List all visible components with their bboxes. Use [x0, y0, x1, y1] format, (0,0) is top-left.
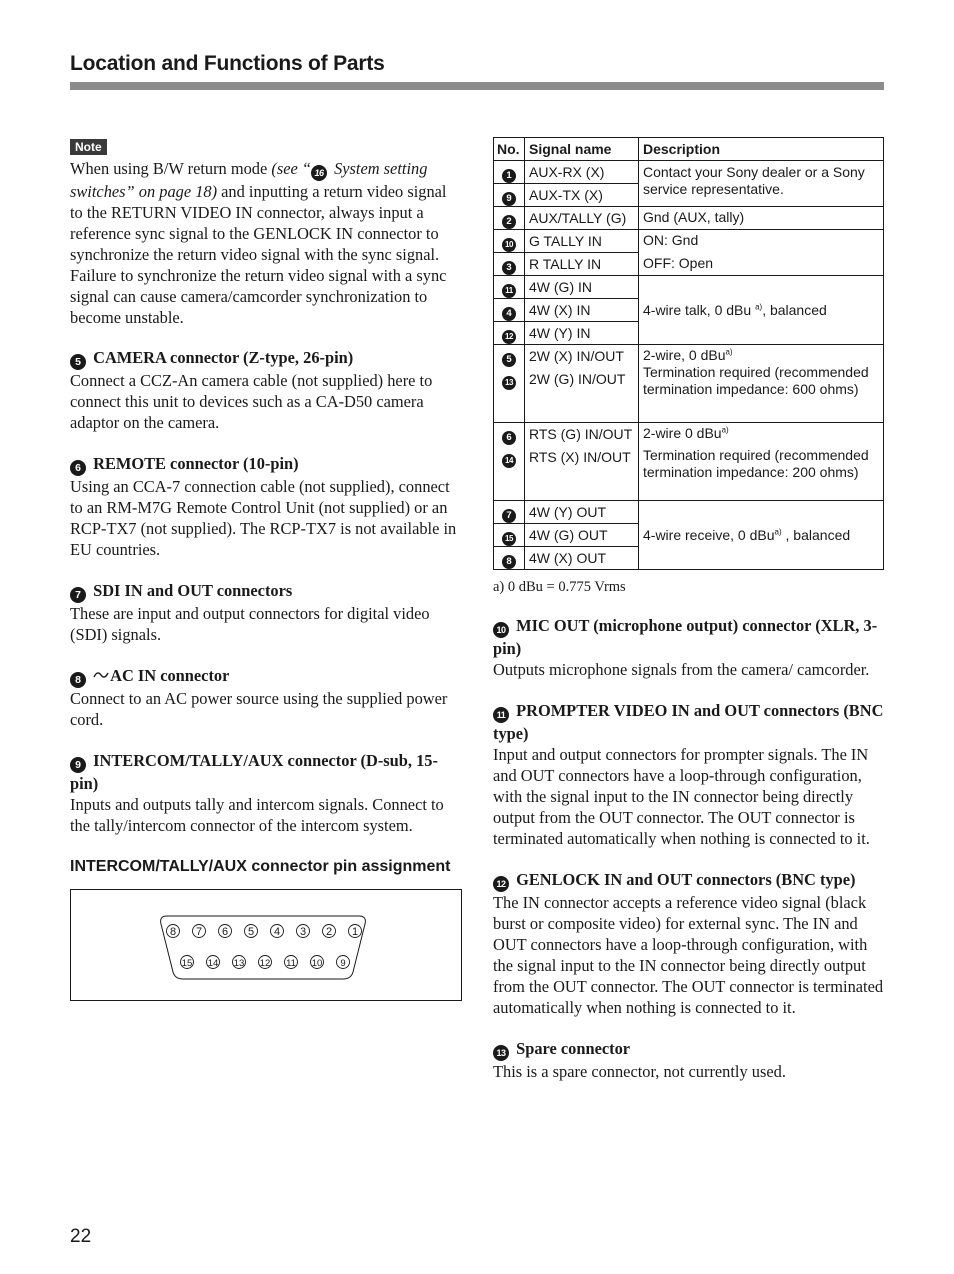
description-cell: Contact your Sony dealer or a Sony service representative.: [639, 161, 884, 207]
signal-name: RTS (G) IN/OUT: [525, 423, 639, 446]
item-number-icon: 13: [493, 1045, 509, 1061]
pin-10: [311, 956, 324, 970]
pin-label: 3: [299, 926, 307, 938]
pin-14: [207, 956, 220, 970]
ac-wave-icon: [93, 670, 109, 680]
pin-8: [167, 925, 180, 939]
section-heading: 9 INTERCOM/TALLY/AUX connector (D-sub, 15-pin): [70, 751, 438, 793]
section-sdi-connectors: [70, 580, 462, 645]
item-number-icon: 9: [70, 757, 86, 773]
section-ac-in-connector: [70, 665, 462, 730]
section-body: Inputs and outputs tally and intercom signals. Connect to the tally/intercom connector of the intercom system.: [70, 795, 444, 835]
section-body: This is a spare connector, not currently used.: [493, 1062, 786, 1081]
note-reference: (see “ 16 System setting switches” on page 18): [70, 159, 428, 201]
pin-number-icon: 9: [502, 192, 516, 206]
pin-number-icon: 15: [502, 532, 516, 546]
pin-label: 4: [273, 926, 281, 938]
description-cell: Gnd (AUX, tally): [639, 207, 884, 230]
note-text: When using B/W return mode (see “ 16 System setting switches” on page 18) and inputting a return video signal to the RETURN VIDEO IN connector, always input a reference sync signal to the GENLOCK IN connector to synchronize the return video signal with the sync signal. Failure to synchronize the return video signal with a sync signal can cause camera/camcorder synchronization to become unstable.: [70, 159, 447, 327]
pin-15: [181, 956, 194, 970]
section-body: Outputs microphone signals from the camera/ camcorder.: [493, 660, 870, 679]
section-heading: 11 PROMPTER VIDEO IN and OUT connectors (BNC type): [493, 701, 884, 743]
table-row: [494, 345, 884, 368]
page-header: [70, 52, 884, 76]
signal-name: 4W (Y) IN: [525, 322, 639, 345]
table-row: [494, 501, 884, 524]
description-cell: 2-wire, 0 dBu$^{a)}$ Termination required (recommended termination impedance: 600 ohms): [639, 345, 884, 423]
pin-label: 10: [311, 958, 323, 969]
signal-name: 4W (X) IN: [525, 299, 639, 322]
pin-number-icon: 2: [502, 215, 516, 229]
item-number-icon: 5: [70, 354, 86, 370]
signal-name: 4W (G) IN: [525, 276, 639, 299]
item-number-icon: 6: [70, 460, 86, 476]
page-number: 22: [70, 1226, 92, 1247]
section-heading: 10 MIC OUT (microphone output) connector (XLR, 3-pin): [493, 616, 878, 658]
signal-name: 2W (X) IN/OUT: [525, 345, 639, 368]
pin-4: [271, 925, 284, 939]
pin-label: 13: [233, 958, 245, 969]
section-heading: 6 REMOTE connector (10-pin): [70, 453, 462, 476]
pin-label: 5: [247, 926, 255, 938]
signal-name: R TALLY IN: [525, 253, 639, 276]
pin-1: [349, 925, 362, 939]
pin-number-icon: 13: [502, 376, 516, 390]
description-cell: 4-wire talk, 0 dBu $^{a)}$, balanced: [639, 276, 884, 345]
pin-9: [337, 956, 350, 970]
pin-label: 12: [259, 958, 271, 969]
section-body: These are input and output connectors for digital video (SDI) signals.: [70, 604, 430, 644]
pin-5: [245, 925, 258, 939]
column-header-no: No.: [494, 138, 525, 161]
table-row: [494, 230, 884, 253]
section-heading: 8 AC IN connector: [70, 665, 462, 688]
pin-label: 6: [221, 926, 229, 938]
pin-number-icon: 3: [502, 261, 516, 275]
table-row: [494, 253, 884, 276]
section-spare-connector: [493, 1038, 884, 1082]
pin-label: 11: [286, 958, 296, 969]
pin-7: [193, 925, 206, 939]
table-footnote: a) 0 dBu = 0.775 Vrms: [493, 579, 626, 595]
section-body: Using an CCA-7 connection cable (not supplied), connect to an RM-M7G Remote Control Unit (not supplied) or an RCP-TX7 (not supplied). The RCP-TX7 is not available in EU countries.: [70, 477, 457, 559]
section-heading: 12 GENLOCK IN and OUT connectors (BNC type): [493, 869, 884, 892]
pin-number-icon: 11: [502, 284, 516, 298]
section-body: The IN connector accepts a reference video signal (black burst or composite video) for external sync. The IN and OUT connectors have a loop-through configuration, with the signal input to the IN connector being directly output from the OUT connector. The OUT connector is terminated automatically when nothing is connected to it.: [493, 893, 884, 1017]
pin-label: 9: [340, 958, 346, 969]
pin-number-icon: 12: [502, 330, 516, 344]
description-cell: 4-wire receive, 0 dBu$^{a)}$ , balanced: [639, 501, 884, 570]
pin-11: [285, 956, 298, 970]
pin-number-icon: 5: [502, 353, 516, 367]
pin-label: 7: [195, 926, 203, 938]
pin-2: [323, 925, 336, 939]
section-heading: 5 CAMERA connector (Z-type, 26-pin): [70, 347, 462, 370]
right-column: [493, 137, 884, 1102]
signal-name: AUX/TALLY (G): [525, 207, 639, 230]
section-genlock-connectors: [493, 869, 884, 1018]
item-number-icon: 7: [70, 587, 86, 603]
left-column: [70, 138, 462, 1001]
signal-name: AUX-TX (X): [525, 184, 639, 207]
note-block: [70, 138, 462, 328]
page-title: Location and Functions of Parts: [70, 52, 385, 75]
pin-label: 14: [207, 958, 219, 969]
note-badge: Note: [70, 139, 107, 155]
signal-name: 4W (X) OUT: [525, 547, 639, 570]
description-cell: 2-wire 0 dBu$^{a)}$ Termination required (recommended termination impedance: 200 ohms): [639, 423, 884, 501]
pin-number-icon: 4: [502, 307, 516, 321]
table-row: [494, 161, 884, 184]
pin-assignment-heading: INTERCOM/TALLY/AUX connector pin assignment: [70, 858, 451, 875]
section-heading: 7 SDI IN and OUT connectors: [70, 580, 462, 603]
column-header-description: Description: [639, 138, 884, 161]
pin-3: [297, 925, 310, 939]
section-prompter-connectors: [493, 700, 884, 849]
description-cell: OFF: Open: [639, 253, 884, 276]
signal-name: G TALLY IN: [525, 230, 639, 253]
signal-name: 2W (G) IN/OUT: [525, 368, 639, 423]
item-number-icon: 12: [493, 876, 509, 892]
section-camera-connector: [70, 347, 462, 433]
pin-number-icon: 6: [502, 431, 516, 445]
pin-label: 2: [325, 926, 333, 938]
section-remote-connector: [70, 453, 462, 560]
item-number-icon: 11: [493, 707, 509, 723]
signal-name: AUX-RX (X): [525, 161, 639, 184]
section-heading: 13 Spare connector: [493, 1038, 884, 1061]
signal-name: RTS (X) IN/OUT: [525, 446, 639, 501]
signal-name: 4W (Y) OUT: [525, 501, 639, 524]
pin-number-icon: 8: [502, 555, 516, 569]
table-row: [494, 207, 884, 230]
table-header-row: [494, 138, 884, 161]
pin-assignment-diagram: [70, 889, 462, 1001]
section-intercom-connector: [70, 750, 462, 836]
ref-number-icon: 16: [311, 165, 327, 181]
pin-number-icon: 7: [502, 509, 516, 523]
section-mic-out-connector: [493, 615, 884, 680]
pin-label: 15: [181, 958, 193, 969]
pin-number-icon: 1: [502, 169, 516, 183]
description-cell: ON: Gnd: [639, 230, 884, 253]
section-body: Connect a CCZ-An camera cable (not supplied) here to connect this unit to devices such as a CA-D50 camera adaptor on the camera.: [70, 371, 433, 432]
section-body: Input and output connectors for prompter signals. The IN and OUT connectors have a loop-through configuration, with the signal input to the IN connector being directly output from the OUT connector. The OUT connector is terminated automatically when nothing is connected to it.: [493, 745, 870, 848]
section-body: Connect to an AC power source using the supplied power cord.: [70, 689, 448, 729]
pin-label: 8: [169, 926, 177, 938]
dsub-connector-diagram: [71, 890, 463, 1002]
pin-number-icon: 14: [502, 454, 516, 468]
pin-signal-table: [493, 137, 884, 570]
header-rule: [70, 82, 884, 90]
signal-name: 4W (G) OUT: [525, 524, 639, 547]
column-header-signal: Signal name: [525, 138, 639, 161]
item-number-icon: 10: [493, 622, 509, 638]
item-number-icon: 8: [70, 672, 86, 688]
table-row: [494, 276, 884, 299]
pin-13: [233, 956, 246, 970]
pin-number-icon: 10: [502, 238, 516, 252]
pin-label: 1: [351, 926, 359, 938]
pin-6: [219, 925, 232, 939]
table-row: [494, 423, 884, 446]
pin-12: [259, 956, 272, 970]
